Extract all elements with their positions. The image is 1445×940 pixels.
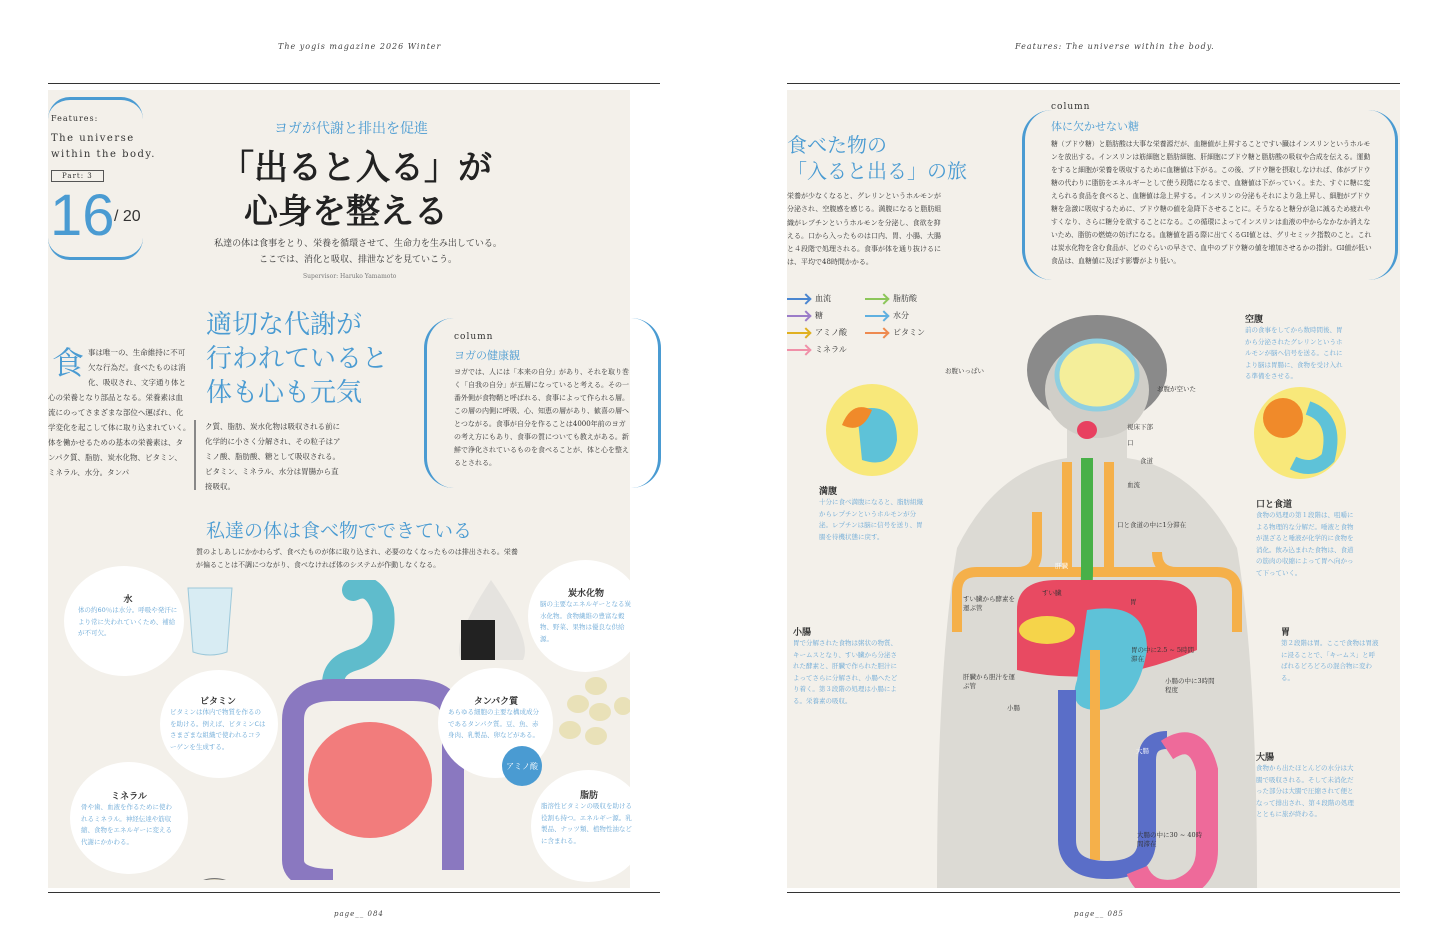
legend-label: 糖 [815,311,823,320]
drop-cap: 食 [52,344,85,382]
label-small-intestine: 小腸 [1007,704,1020,712]
page-number-left: page__ 084 [334,910,384,918]
esophagus [1085,458,1087,598]
label-small-intestine-time: 小腸の中に3時間程度 [1165,677,1215,694]
column-title: 体に欠かせない糖 [1051,120,1139,133]
legend-item [787,341,865,358]
legend-item [787,290,865,307]
arrow-icon [865,298,887,300]
note-body: 第２段階は胃。ここで食物は胃液に浸ることで、「キームス」と呼ばれるどろどろの混合物に変わる。 [1281,639,1379,682]
arrow-icon [865,315,887,317]
hero-kicker: ヨガが代謝と排出を促進 [274,121,428,137]
note-title: 空腹 [1245,315,1264,325]
legend-label: ミネラル [815,345,847,354]
magazine-header: The yogis magazine 2026 Winter [278,42,442,51]
note-title: 大腸 [1256,753,1275,763]
legend-label: 水分 [893,311,909,320]
note-body: 胃で分解された食物は粥状の物質、キームスとなり、すい臓から分泌された酵素と、肝臓で作られた胆汁によってさらに分解され、小腸へたどり着く。第３段階の処理は小腸による。栄養素の吸収。 [793,639,898,705]
hero-lead [188,236,528,268]
label-hypothalamus: 視床下部 [1127,423,1153,431]
arrow-icon [787,315,809,317]
arrow-icon [865,332,887,334]
journey-lead: 栄養が少なくなると、グレリンというホルモンが分泌され、空腹感を感じる。満腹になると脂肪組織がレプチンというホルモンを分泌し、食欲を抑える。口から入ったものは口内、胃、小腸、大腸と４段階で処理される。食事が体を通り抜けるには、平均で48時間かかる。 [787,192,942,267]
column-body: ヨガでは、人には「本来の自分」があり、それを取り巻く「自我の自分」が五層になっていると考える。その一番外側が食物鞘と呼ばれる、食事によって作られる層。この層の内側に呼吸、心、知恵の層があり、歓喜の層へとつながる。食事が自分を作ることは4000年前のヨガの考え方にもあり、食事の質についても教えがある。新鮮で浄化されているものを食べることが、体と心を整えるとされる。 [454,368,629,467]
label-blood: 血流 [1127,481,1140,489]
food-section-title: 私達の体は食べ物でできている [206,520,473,542]
nutrient-name: ミネラル [111,792,147,802]
label-stomach-time: 胃の中に2.5 ~ 5時間滞在 [1131,646,1195,663]
supervisor: Supervisor: Haruko Yamamoto [303,273,397,280]
hero-lead-1: 私達の体は食事をとり、栄養を循環させて、生命力を生み出している。 [214,239,502,249]
note-title: 小腸 [793,628,812,638]
pancreas [1019,616,1075,644]
feature-title-1: The universe [51,133,135,144]
nutrient-desc: 骨や歯、血液を作るために使われるミネラル。神経伝達や筋収縮、食物をエネルギーに変える代謝にかかわる。 [81,803,172,846]
left-page [48,90,630,888]
part-badge: Part: 3 [51,170,104,182]
right-page [787,90,1400,888]
nutrient-desc: 脂溶性ビタミンの吸収を助ける役割も持つ。エネルギー源。乳製品、ナッツ類、植物性油などに含まれる。 [541,802,632,845]
nutrient-name: 炭水化物 [567,589,604,599]
digestion-body-diagram [897,310,1297,888]
oyster-icon [186,879,270,880]
note-title: 満腹 [819,487,838,497]
feature-label: Features: [51,114,99,123]
column-label: column [454,332,494,342]
column-label: column [1051,102,1091,112]
journey-title-1: 食べた物の [787,133,887,157]
section-title-2: 行われていると [206,344,389,374]
body-column-2: ク質、脂肪、炭水化物は吸収される前に化学的に小さく分解され、その粒子はアミノ酸、脂肪酸、糖として吸収される。ビタミン、ミネラル、水分は胃腸から直接吸収。 [205,422,341,491]
mouth-icon [1077,421,1097,439]
note-title: 胃 [1281,628,1291,638]
label-empty: お腹が空いた [1157,385,1196,393]
arrow-icon [787,332,809,334]
nutrient-name: タンパク質 [473,697,519,707]
column-divider [194,420,196,490]
label-bile-duct: 肝臓から胆汁を運ぶ管 [963,673,1015,690]
journey-title-2: 「入ると出る」の旅 [787,159,967,183]
feature-header: Features: The universe within the body. [1015,42,1215,51]
arrow-icon [787,298,809,300]
note-body: 十分に食べ満腹になると、脂肪組織からレプチンというホルモンが分泌。レプチンは脳に信号を送り、胃腸を待機状態に戻す。 [819,498,923,541]
hero-lead-2: ここでは、消化と吸収、排泄などを見ていこう。 [258,255,457,265]
full-stomach-illustration [822,380,922,480]
label-esophagus: 食道 [1140,457,1153,465]
blood-vessel [1090,650,1100,860]
label-liver: 肝臓 [1055,562,1068,570]
note-title: 口と食道 [1256,500,1293,510]
empty-stomach-illustration [1250,383,1350,483]
legend-item [865,290,945,307]
divider [787,83,1400,84]
label-stomach: 胃 [1130,598,1137,606]
amino-acid-badge: アミノ酸 [502,746,542,786]
nutrient-desc: 脳の主要なエネルギーとなる炭水化物。食物繊維の豊富な穀物、野菜、果物は優良な供給源。 [540,600,631,643]
section-title [206,308,388,410]
page-total: / 20 [114,208,141,225]
column-body: 糖（ブドウ糖）と脂肪酸は大事な栄養源だが、血糖値が上昇することですい臓はインスリンというホルモンを放出する。インスリンは筋細胞と脂肪細胞、肝細胞にブドウ糖と脂肪酸の吸収や合成を伝える。運動をすると細胞が栄養を吸収するために血糖値は下がる。この後、ブドウ糖を摂取しなければ、体がブドウ糖の代わりに脂肪をエネルギーとして使う段階になるまで、血糖値は下がっていく。また、すぐに糖に変えられる食品を食べると、血糖値は急上昇する。インスリンの分泌もそれにより急上昇し、細胞がブドウ糖を急激に吸収するために、ブドウ糖の値を急降下させることに。そうなると糖分が急に減るため疲れやすくなり、さらに糖分を欲することになる。この循環によってインスリンは血液の中からなかなか消えないため、脂肪の燃焼の妨げになる。血糖値を語る際に出てくるGI値とは、グリセミック指数のこと。これは炭水化物を含む食品が、どのぐらいの早さで、血中のブドウ糖の値を増加させるかの指針。GI値が低い食品は、血糖値に及ぼす影響がより低い。 [1051,140,1372,265]
beans-icon [559,677,630,745]
body-column-1: 事は唯一の、生命維持に不可欠な行為だ。食べたものは消化、吸収され、文字通り体と心の栄養となり部品となる。栄養素は血流にのってさまざまな部位へ運ばれ、化学変化を起こして体に取り込まれていく。 体を働かせるための基本の栄養素は、タンパク質、脂肪、炭水化物、ビタミン、ミネラル、水分。タンパ [48,348,195,477]
note-body: 食物の処理の第１段階は、咀嚼による物理的な分解だ。唾液と食物が混ざると唾液が化学的に食物を消化。飲み込まれた食物は、食道の筋肉の収縮によって胃へ向かって下っていく。 [1256,511,1354,577]
column-title: ヨガの健康観 [454,349,520,362]
nutrient-desc: 体の約60％は水分。呼吸や発汗により常に失われていくため、補給が不可欠。 [78,606,178,637]
label-full: お腹いっぱい [945,367,984,375]
legend-item [787,324,865,341]
label-pancreas: すい臓 [1042,589,1062,597]
note-body: 食物から出たほとんどの水分は大腸で吸収される。そして未消化だった部分は大腸で圧縮されて便となって排出され、第４段階の処理とともに旅が終わる。 [1256,764,1354,818]
nutrient-name: 脂肪 [579,791,598,801]
label-pancreatic-duct: すい臓から酵素を運ぶ管 [963,595,1015,612]
note-body: 前の食事をしてから数時間後、胃から分泌されたグレリンというホルモンが脳へ信号を送る。これにより脳は胃腸に、食物を受け入れる準備をさせる。 [1245,326,1343,380]
divider [48,83,660,84]
legend-item [787,307,865,324]
legend-label: 脂肪酸 [893,294,917,303]
label-large-intestine: 大腸 [1136,747,1149,755]
hero-title-2: 心身を整える [244,192,448,232]
label-mouth: 口 [1127,439,1134,447]
divider [787,892,1400,893]
nutrient-name: ビタミン [199,697,236,707]
section-title-3: 体も心も元気 [206,378,363,408]
label-esophagus-time: 口と食道の中に1分滞在 [1117,521,1187,529]
brain-icon [1057,341,1137,409]
feature-title-2: within the body. [51,149,156,160]
water-glass-icon [188,588,232,655]
food-section-lead: 質のよしあしにかかわらず、食べたものが体に取り込まれ、必要のなくなったものは排出される。栄養が偏ることは不調につながり、食べなければ体のシステムが作動しなくなる。 [196,548,518,569]
nutrient-desc: あらゆる細胞の主要な構成成分であるタンパク質。豆、魚、赤身肉、乳製品、卵などがある。 [448,708,539,739]
journey-title [787,132,967,184]
page-counter: 16 [50,183,115,248]
digestive-tract-icon [293,588,453,881]
legend-label: アミノ酸 [815,328,847,337]
nutrient-desc: ビタミンは体内で物質を作るのを助ける。例えば、ビタミンCはさまざまな組織で使われるコラーゲンを生成する。 [170,708,266,751]
section-title-1: 適切な代謝が [206,310,363,340]
legend-label: ビタミン [893,328,925,337]
nutrient-name: 水 [123,595,133,605]
divider [48,892,660,893]
page-number-right: page__ 085 [1074,910,1124,918]
label-large-intestine-time: 大腸の中に30 ~ 40時間滞在 [1137,831,1203,848]
onigiri-icon [459,580,525,660]
legend-label: 血流 [815,294,831,303]
arrow-icon [787,349,809,351]
hero-title-1: 「出ると入る」が [220,148,492,188]
